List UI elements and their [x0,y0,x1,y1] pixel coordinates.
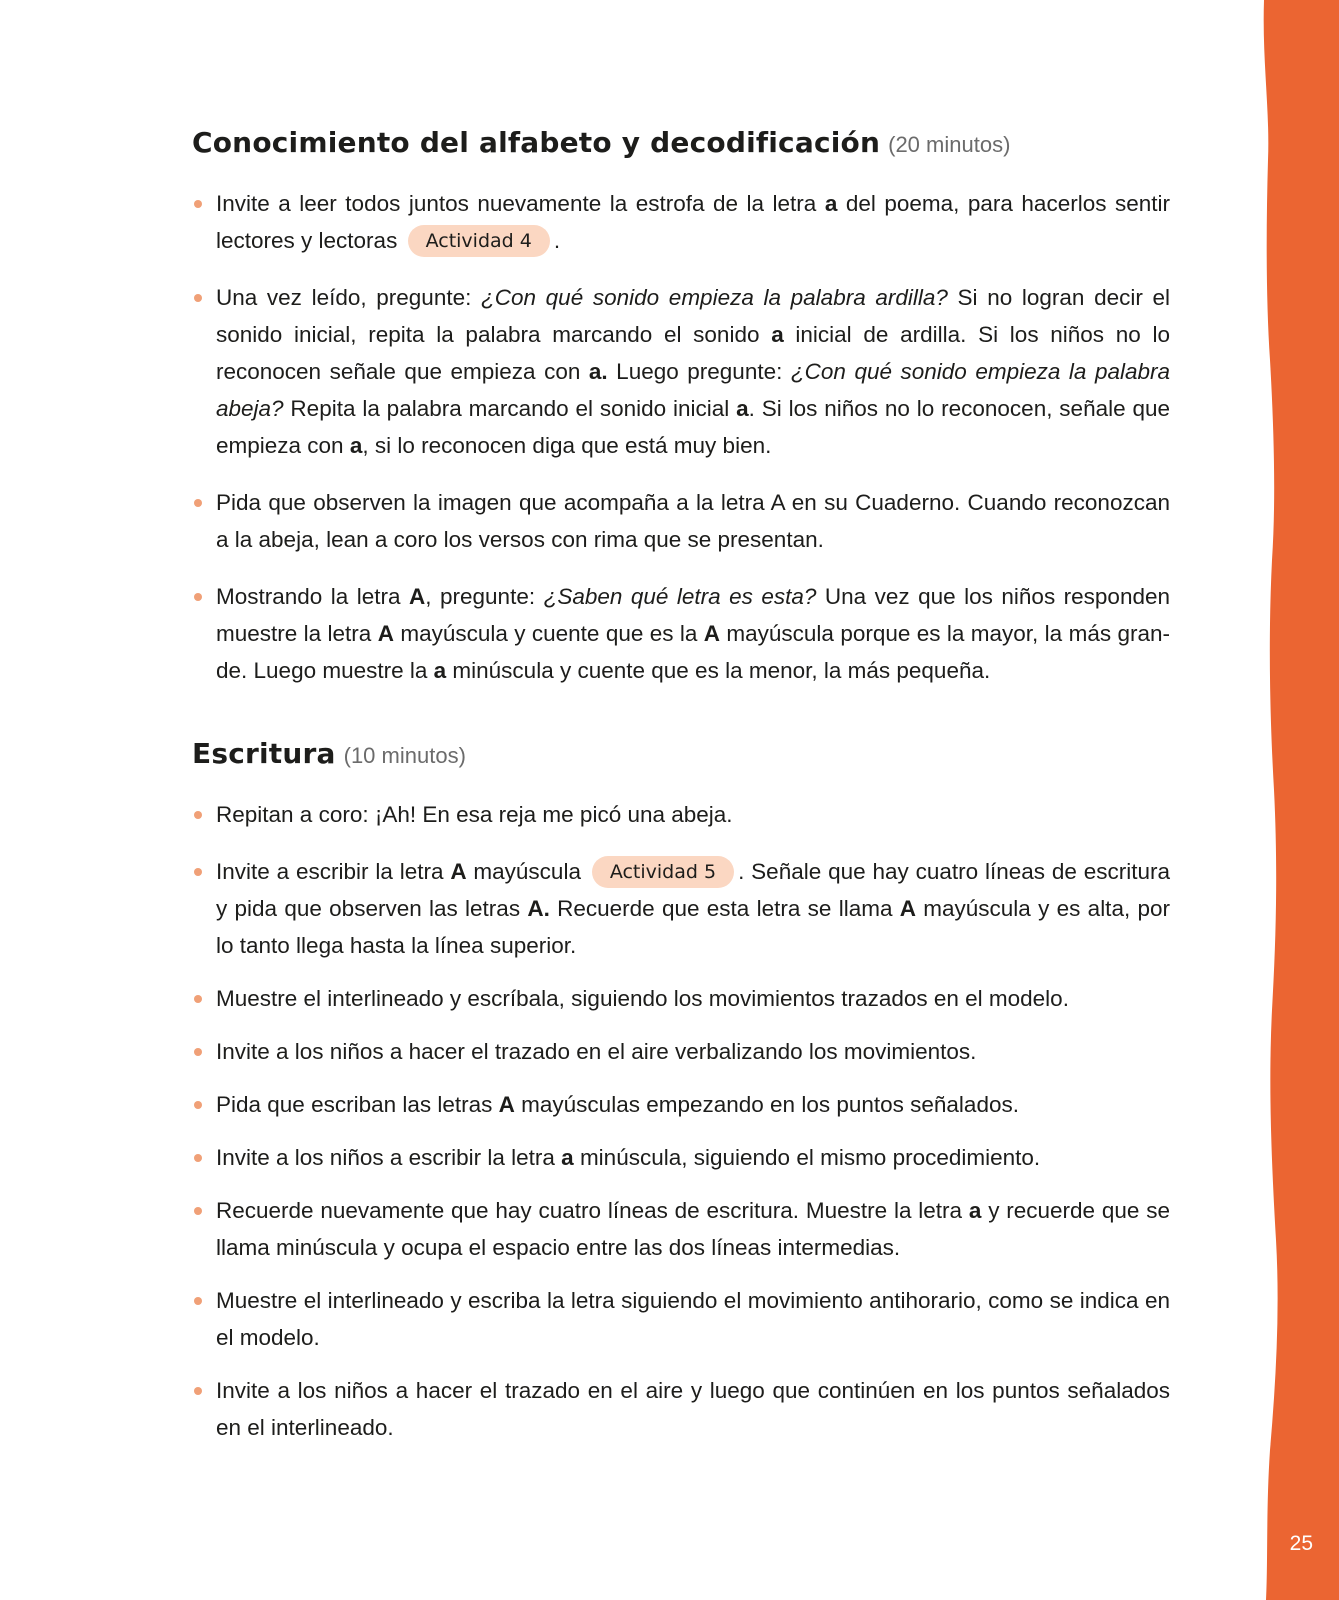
text-run: mayúscula y cuente que es la [393,621,704,646]
bold-text: a [968,1198,982,1223]
text-run: minúscula, siguiendo el mismo procedimiento. [573,1145,1041,1170]
text-run: . Señale que hay cuatro líneas de escritura y pida que observen las letras [216,859,1170,921]
list-item [192,796,1170,833]
section-title [192,126,1170,159]
page-number: 25 [1289,1532,1313,1555]
text-run: , si lo reconocen diga que está muy bien. [362,433,772,458]
list-item [192,578,1170,689]
text-run: Repita la palabra marcando el sonido inicial [283,396,737,421]
text-run: Recuerde nuevamente que hay cuatro líneas de escritura. Muestre la letra [216,1198,969,1223]
activity-badge: Actividad 4 [408,225,550,257]
list-item [192,1086,1170,1123]
bold-text: A [377,621,394,646]
text-run: Muestre el interlineado y escriba la letra siguiendo el movimiento antihorario, como se indica en el modelo. [216,1288,1170,1350]
section-escritura [192,737,1170,1446]
bold-text: A. [527,896,550,921]
bold-text: A [703,621,721,646]
list-item [192,1033,1170,1070]
text-run: Pida que escriban las letras [216,1092,499,1117]
list-item [192,980,1170,1017]
text-run: mayúscula y es alta, por lo tanto llega hasta la línea superior. [216,896,1171,958]
bold-text: a [349,433,363,458]
content [192,126,1170,1462]
bold-text: a. [588,359,608,384]
text-run: Luego pregunte: [607,359,791,384]
section-duration: (10 minutos) [343,743,466,768]
text-run: Invite a los niños a escribir la letra [216,1145,562,1170]
text-run: . Si los niños no lo reconocen, señale que empieza con [216,396,1171,458]
text-run: y recuerde que se llama minúscula y ocupa el espacio entre las dos líneas intermedias. [216,1198,1170,1260]
list-item [192,185,1170,259]
bold-text: a [736,396,749,421]
bold-text: a [433,658,447,683]
list-item [192,279,1170,464]
bold-text: a [561,1145,574,1170]
text-run: Una vez leído, pregunte: [216,285,481,310]
bullet-list [192,185,1170,689]
text-run: . [553,228,561,253]
list-item [192,1282,1170,1356]
text-run: del poema, para hacerlos sentir lectores y lectoras [216,191,1170,253]
text-run: Repitan a coro: ¡Ah! En esa reja me picó una abeja. [216,802,733,827]
text-run: Pida que observen la imagen que acompaña a la letra A en su Cuaderno. Cuando reconozcan a la abeja, lean a coro los versos con rima que se presentan. [216,490,1170,552]
bullet-list [192,796,1170,1446]
text-run: Muestre el interlineado y escríbala, siguiendo los movimientos trazados en el modelo. [216,986,1069,1011]
text-run: Si no logran decir el sonido inicial, repita la palabra marcando el sonido [216,285,1170,347]
text-run: Invite a leer todos juntos nuevamente la estrofa de la letra [216,191,825,216]
text-run: Recuerde que esta letra se llama [549,896,900,921]
text-run: minúscula y cuente que es la menor, la más pequeña. [446,658,991,683]
bold-text: A [409,584,426,609]
italic-question: ¿Con qué sonido empieza la palabra abeja? [216,359,1171,421]
text-run: mayúscula [466,859,588,884]
text-run: , pregunte: [425,584,544,609]
section-heading-text: Conocimiento del alfabeto y decodificación [192,126,881,159]
activity-badge: Actividad 5 [592,856,734,888]
italic-question: ¿Con qué sonido empieza la palabra ardilla? [481,285,948,310]
text-run: Una vez que los niños responden muestre la letra [216,584,1171,646]
section-heading-text: Escritura [192,737,336,770]
text-run: inicial de ardilla. Si los niños no lo reconocen señale que empieza con [216,322,1171,384]
text-run: mayúscula porque es la mayor, la más grande. Luego muestre la [216,621,1170,683]
bold-text: a [824,191,838,216]
list-item [192,1192,1170,1266]
bold-text: A [899,896,916,921]
list-item [192,1139,1170,1176]
text-run: Invite a escribir la letra [216,859,451,884]
text-run: mayúsculas empezando en los puntos señalados. [514,1092,1019,1117]
list-item [192,484,1170,558]
bold-text: A [498,1092,515,1117]
text-run: Invite a los niños a hacer el trazado en el aire y luego que continúen en los puntos señalados en el interlineado. [216,1378,1170,1440]
text-run: Invite a los niños a hacer el trazado en el aire verbalizando los movimientos. [216,1039,977,1064]
bold-text: A [450,859,467,884]
text-run: Mostrando la letra [216,584,410,609]
section-title [192,737,1170,770]
italic-question: ¿Saben qué letra es esta? [543,584,817,609]
bold-text: a [771,322,784,347]
section-alfabeto [192,126,1170,689]
list-item [192,853,1170,964]
section-duration: (20 minutos) [888,132,1011,157]
list-item [192,1372,1170,1446]
